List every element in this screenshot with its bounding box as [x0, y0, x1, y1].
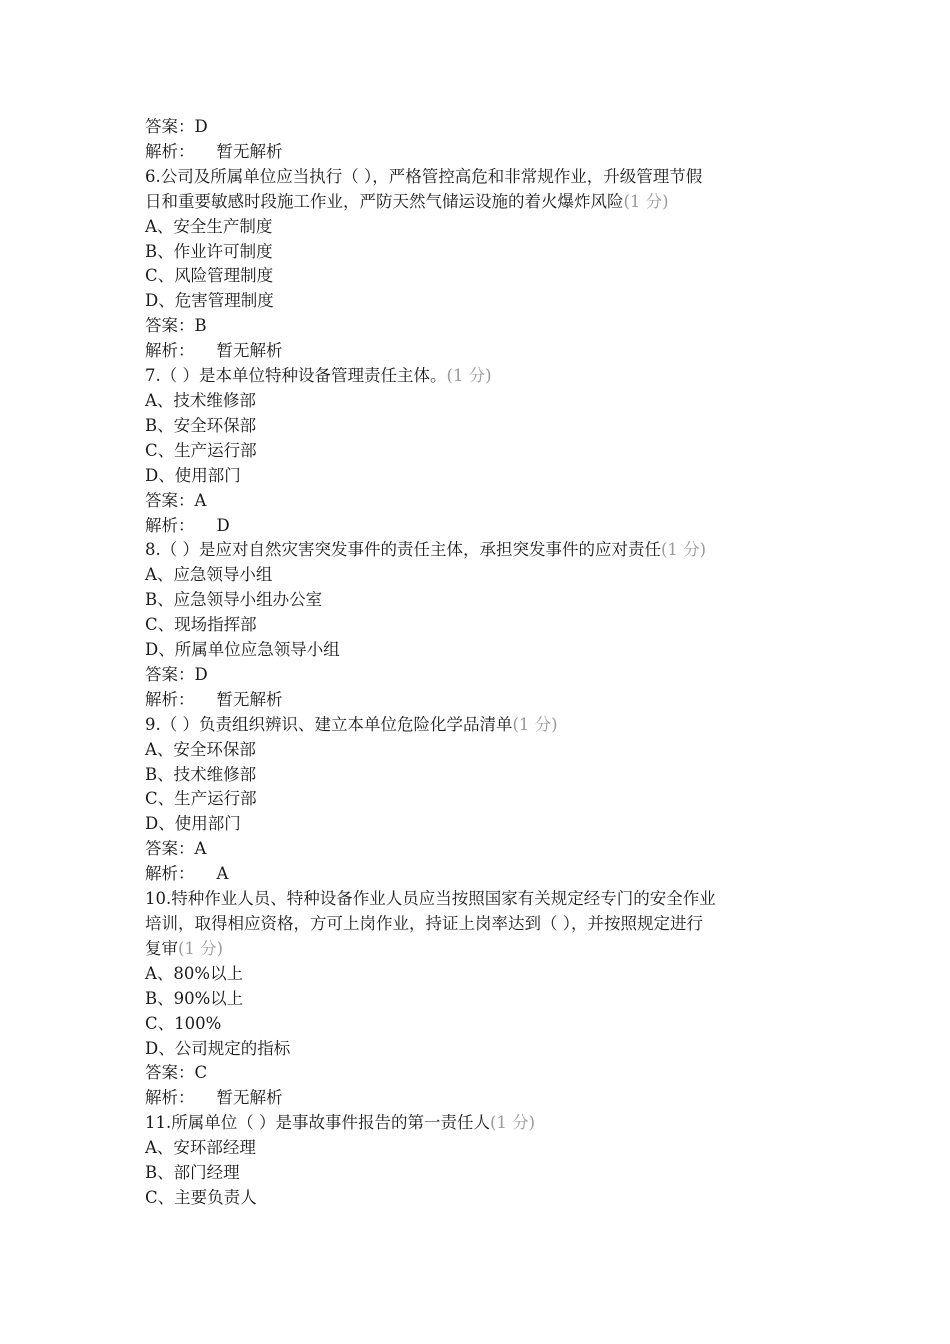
analysis-line — [145, 514, 815, 539]
option-d: D、所属单位应急领导小组 — [145, 640, 340, 660]
question-stem-text: 复审 — [145, 938, 178, 958]
question-stem-cont — [145, 190, 815, 215]
option-b: B、技术维修部 — [145, 764, 257, 784]
option-d: D、危害管理制度 — [145, 291, 274, 311]
question-stem: 6.公司及所属单位应当执行（ ），严格管控高危和非常规作业，升级管理节假 — [145, 166, 703, 186]
question-stem — [145, 713, 815, 738]
question-stem-text: 8.（ ）是应对自然灾害突发事件的责任主体，承担突发事件的应对责任 — [145, 540, 661, 560]
question-score: (1 分) — [446, 366, 492, 386]
option-c: C、主要负责人 — [145, 1187, 257, 1207]
answer-line — [145, 314, 815, 339]
analysis-value: D — [216, 515, 230, 535]
answer-value: C — [194, 1063, 208, 1083]
answer-label: 答案： — [145, 1063, 195, 1083]
option-b: B、部门经理 — [145, 1163, 240, 1183]
option-c: C、现场指挥部 — [145, 615, 257, 635]
option-a: A、80%以上 — [145, 963, 244, 983]
question-stem: 10.特种作业人员、特种设备作业人员应当按照国家有关规定经专门的安全作业 — [145, 889, 716, 909]
question-score: (1 分) — [512, 714, 558, 734]
option-a: A、安全环保部 — [145, 739, 256, 759]
analysis-label: 解析： — [145, 864, 195, 884]
answer-value: B — [194, 316, 207, 336]
question-score: (1 分) — [490, 1113, 536, 1133]
question-score: (1 分) — [178, 938, 224, 958]
question-stem — [145, 364, 815, 389]
question-stem — [145, 538, 815, 563]
option-c: C、风险管理制度 — [145, 266, 274, 286]
analysis-line — [145, 339, 815, 364]
analysis-value: 暂无解析 — [216, 341, 283, 361]
answer-label: 答案： — [145, 664, 195, 684]
option-c: C、100% — [145, 1013, 222, 1033]
question-stem-cont — [145, 937, 815, 962]
answer-label: 答案： — [145, 117, 195, 136]
document-page — [145, 115, 815, 1211]
analysis-line — [145, 1086, 815, 1111]
question-stem-text: 7.（ ）是本单位特种设备管理责任主体。 — [145, 366, 447, 386]
answer-value: D — [194, 117, 208, 136]
analysis-value: 暂无解析 — [216, 141, 283, 161]
option-d: D、使用部门 — [145, 465, 241, 485]
question-stem-cont: 培训，取得相应资格，方可上岗作业，持证上岗率达到（ ），并按照规定进行 — [145, 914, 703, 933]
analysis-label: 解析： — [145, 1088, 195, 1108]
option-b: B、安全环保部 — [145, 415, 257, 435]
option-c: C、生产运行部 — [145, 789, 257, 809]
option-a: A、安全生产制度 — [145, 216, 273, 236]
answer-label: 答案： — [145, 490, 195, 510]
answer-line — [145, 489, 815, 514]
answer-line — [145, 663, 815, 688]
question-score: (1 分) — [661, 540, 707, 560]
analysis-label: 解析： — [145, 515, 195, 535]
analysis-label: 解析： — [145, 141, 195, 161]
analysis-value: 暂无解析 — [216, 1088, 283, 1108]
answer-label: 答案： — [145, 316, 195, 336]
answer-line — [145, 837, 815, 862]
answer-line — [145, 115, 815, 140]
option-a: A、应急领导小组 — [145, 565, 273, 585]
option-b: B、作业许可制度 — [145, 241, 273, 261]
option-a: A、技术维修部 — [145, 390, 256, 410]
analysis-line — [145, 140, 815, 165]
option-c: C、生产运行部 — [145, 440, 257, 460]
question-score: (1 分) — [623, 191, 669, 211]
answer-value: A — [194, 490, 207, 510]
question-stem-text: 日和重要敏感时段施工作业，严防天然气储运设施的着火爆炸风险 — [145, 191, 624, 211]
question-stem — [145, 1111, 815, 1136]
answer-value: D — [194, 664, 208, 684]
analysis-label: 解析： — [145, 341, 195, 361]
option-a: A、安环部经理 — [145, 1138, 256, 1158]
analysis-line — [145, 688, 815, 713]
analysis-label: 解析： — [145, 689, 195, 709]
analysis-value: 暂无解析 — [216, 689, 283, 709]
option-b: B、90%以上 — [145, 988, 244, 1008]
answer-line — [145, 1061, 815, 1086]
analysis-value: A — [216, 864, 229, 884]
question-stem-text: 9.（ ）负责组织辨识、建立本单位危险化学品清单 — [145, 714, 513, 734]
option-d: D、使用部门 — [145, 814, 241, 834]
answer-value: A — [194, 839, 207, 859]
answer-label: 答案： — [145, 839, 195, 859]
question-stem-text: 11.所属单位（ ）是事故事件报告的第一责任人 — [145, 1113, 490, 1133]
option-b: B、应急领导小组办公室 — [145, 590, 323, 610]
option-d: D、公司规定的指标 — [145, 1038, 291, 1058]
analysis-line — [145, 862, 815, 887]
